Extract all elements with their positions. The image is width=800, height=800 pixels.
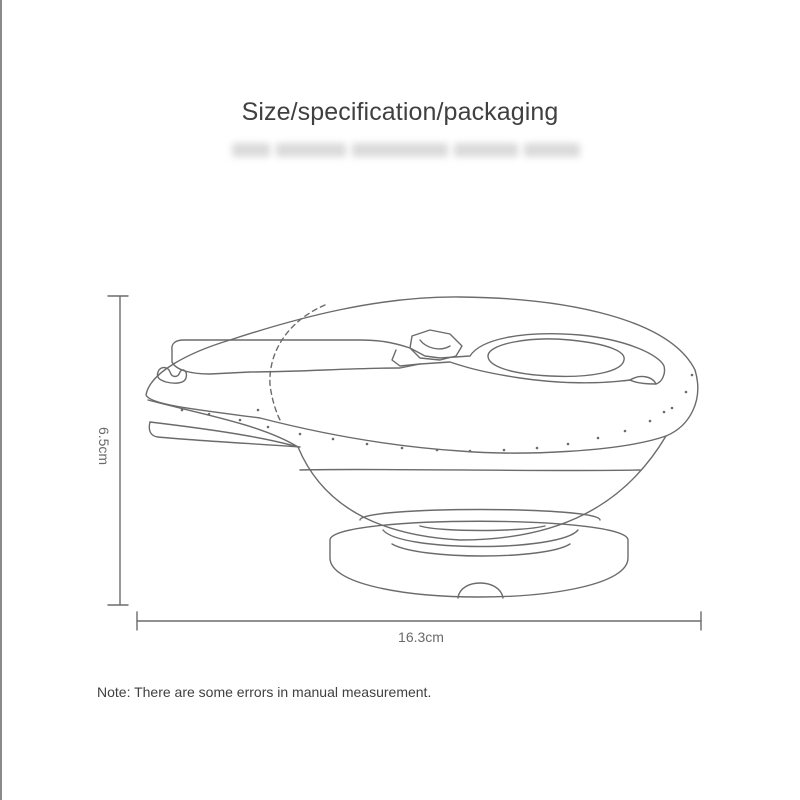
lid-drawing: [146, 297, 698, 453]
lid-dots: [181, 374, 694, 453]
height-label: 6.5cm: [96, 426, 112, 466]
bowl-body-drawing: [149, 422, 666, 540]
width-label: 16.3cm: [398, 629, 444, 645]
page-title: Size/specification/packaging: [241, 98, 559, 126]
width-dimension-line: [137, 612, 701, 630]
spoon-drawing: [157, 330, 664, 384]
measurement-note: Note: There are some errors in manual measurement.: [97, 684, 432, 700]
